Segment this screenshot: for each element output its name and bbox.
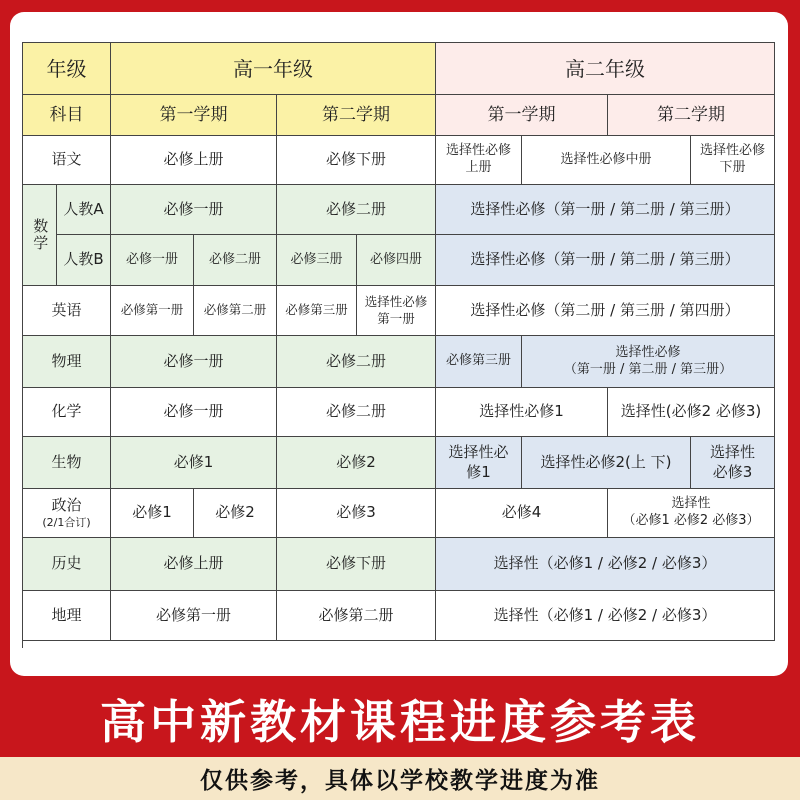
table-cell: 选择性必修中册 <box>522 136 691 185</box>
table-cell: 必修第二册 <box>194 286 277 336</box>
table-cell: 必修2 <box>194 489 277 538</box>
table-cell: 必修二册 <box>277 185 436 235</box>
header-grade-2: 高二年级 <box>436 43 775 95</box>
math-edition-a: 人教A <box>57 185 111 235</box>
table-cell: 必修第一册 <box>111 591 277 641</box>
subject-yuwen: 语文 <box>23 136 111 185</box>
table-cell: 必修下册 <box>277 538 436 591</box>
table-cell: 选择性必修1 <box>436 437 522 489</box>
table-cell: 必修三册 <box>277 235 357 286</box>
table-cell: 必修上册 <box>111 538 277 591</box>
table-cell: 选择性必修2(上 下) <box>522 437 691 489</box>
cell-line: （第一册 / 第二册 / 第三册） <box>563 361 733 377</box>
table-cell: 必修上册 <box>111 136 277 185</box>
subject-politics-label: 政治 <box>51 496 82 515</box>
table-cell: 必修一册 <box>111 336 277 388</box>
subject-geography: 地理 <box>23 591 111 641</box>
table-cell: 必修四册 <box>357 235 436 286</box>
subject-politics <box>23 489 111 538</box>
table-cell: 必修第三册 <box>277 286 357 336</box>
table-cell: 选择性必修第一册 <box>357 286 436 336</box>
table-cell: 必修第一册 <box>111 286 194 336</box>
table-cell: 选择性必修3 <box>691 437 775 489</box>
page-title: 高中新教材课程进度参考表 <box>100 695 700 749</box>
term-g2-2: 第二学期 <box>608 95 775 136</box>
table-cell: 选择性（必修1 / 必修2 / 必修3） <box>436 591 775 641</box>
table-cell: 必修1 <box>111 489 194 538</box>
term-g1-2: 第二学期 <box>277 95 436 136</box>
subject-biology: 生物 <box>23 437 111 489</box>
table-cell: 必修下册 <box>277 136 436 185</box>
table-cell: 选择性（必修1 / 必修2 / 必修3） <box>436 538 775 591</box>
table-cell: 选择性必修（第一册 / 第二册 / 第三册） <box>436 235 775 286</box>
disclaimer-banner: 仅供参考，具体以学校教学进度为准 <box>0 757 800 800</box>
table-cell: 选择性必修（第二册 / 第三册 / 第四册） <box>436 286 775 336</box>
table-cell: 选择性必修1 <box>436 388 608 437</box>
subject-physics: 物理 <box>23 336 111 388</box>
table-cell: 选择性(必修2 必修3) <box>608 388 775 437</box>
table-cell: 必修二册 <box>277 388 436 437</box>
term-g2-1: 第一学期 <box>436 95 608 136</box>
subject-english: 英语 <box>23 286 111 336</box>
table-cell: 必修4 <box>436 489 608 538</box>
header-grade: 年级 <box>23 43 111 95</box>
table-cell: 必修一册 <box>111 388 277 437</box>
subject-math <box>23 185 57 286</box>
table-cell: 选择性必修（第一册 / 第二册 / 第三册） <box>436 185 775 235</box>
subject-chemistry: 化学 <box>23 388 111 437</box>
table-cell: 选择性必修下册 <box>691 136 775 185</box>
cell-line: 选择性必修 <box>615 344 681 360</box>
table-cell: 必修二册 <box>194 235 277 286</box>
course-schedule-table <box>22 42 775 648</box>
cell-line: （必修1 必修2 必修3） <box>622 513 760 528</box>
table-cell: 必修一册 <box>111 185 277 235</box>
table-cell: 必修一册 <box>111 235 194 286</box>
math-edition-b: 人教B <box>57 235 111 286</box>
table-cell: 必修第三册 <box>436 336 522 388</box>
table-cell: 必修二册 <box>277 336 436 388</box>
table-cell: 必修3 <box>277 489 436 538</box>
table-cell: 必修2 <box>277 437 436 489</box>
table-cell: 选择性必修上册 <box>436 136 522 185</box>
subject-history: 历史 <box>23 538 111 591</box>
cell-line: 选择性 <box>671 496 711 512</box>
header-grade-1: 高一年级 <box>111 43 436 95</box>
subject-math-label: 数学 <box>31 218 50 252</box>
table-cell: 必修1 <box>111 437 277 489</box>
subject-politics-note: (2/1合订) <box>42 515 91 529</box>
table-cell <box>608 489 775 538</box>
table-cell: 必修第二册 <box>277 591 436 641</box>
header-subject: 科目 <box>23 95 111 136</box>
term-g1-1: 第一学期 <box>111 95 277 136</box>
table-cell <box>522 336 775 388</box>
